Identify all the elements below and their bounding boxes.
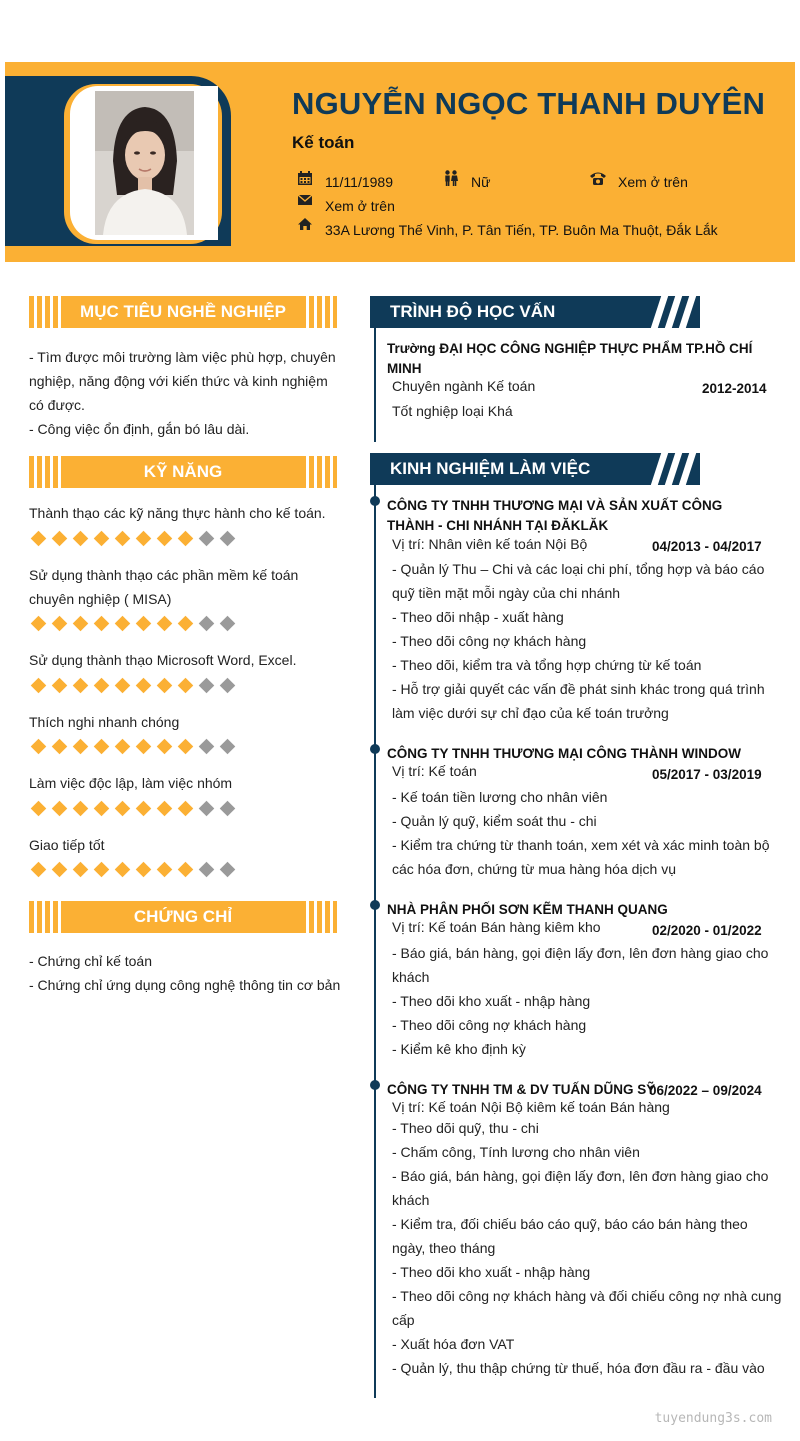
- education-heading: [370, 296, 700, 328]
- rating-diamond-filled: [94, 616, 110, 632]
- job-task: - Hỗ trợ giải quyết các vấn đề phát sinh khác trong quá trình làm việc dưới sự chỉ đạo của kế toán trưởng: [392, 681, 765, 721]
- certificates-list: [29, 949, 349, 997]
- job-task: - Theo dõi công nợ khách hàng và đối chiếu công nợ nhà cung cấp: [392, 1288, 782, 1328]
- rating-diamond-filled: [73, 801, 89, 817]
- education-heading-text: TRÌNH ĐỘ HỌC VẤN: [390, 302, 556, 321]
- rating-diamond-filled: [136, 739, 152, 755]
- job-position: Vị trí: Kế toán Nội Bộ kiêm kế toán Bán hàng: [392, 1099, 670, 1115]
- email-icon: [296, 193, 314, 209]
- rating-diamond-filled: [157, 801, 173, 817]
- rating-diamond-empty: [220, 801, 236, 817]
- rating-diamond-filled: [31, 531, 47, 547]
- rating-diamond-filled: [52, 678, 68, 694]
- experience-heading-text: KINH NGHIỆM LÀM VIỆC: [390, 459, 591, 478]
- rating-diamond-filled: [94, 801, 110, 817]
- skill-name: Giao tiếp tốt: [29, 837, 105, 853]
- rating-diamond-filled: [157, 616, 173, 632]
- job-task: - Theo dõi nhập - xuất hàng: [392, 609, 564, 625]
- rating-diamond-empty: [199, 801, 215, 817]
- objective-heading: [29, 296, 337, 328]
- job-task: - Quản lý quỹ, kiểm soát thu - chi: [392, 813, 597, 829]
- certificates-heading-text: CHỨNG CHỈ: [133, 907, 233, 926]
- job-task: - Quản lý Thu – Chi và các loại chi phí, tổng hợp và báo cáo quỹ tiền mặt mỗi ngày của chi nhánh: [392, 561, 765, 601]
- avatar: [95, 91, 194, 235]
- education-timeline: [374, 328, 376, 442]
- phone-icon: [589, 170, 607, 186]
- rating-diamond-filled: [115, 801, 131, 817]
- job-task: - Theo dõi kho xuất - nhập hàng: [392, 1264, 591, 1280]
- rating-diamond-empty: [199, 862, 215, 878]
- skill-name: Thích nghi nhanh chóng: [29, 714, 180, 730]
- education-result: Tốt nghiệp loại Khá: [392, 403, 513, 419]
- gender-value: Nữ: [471, 174, 491, 190]
- job-task: - Theo dõi công nợ khách hàng: [392, 633, 587, 649]
- watermark: tuyendung3s.com: [654, 1411, 772, 1426]
- objective-heading-text: MỤC TIÊU NGHỀ NGHIỆP: [80, 302, 286, 321]
- rating-diamond-filled: [94, 862, 110, 878]
- job-task: - Kiểm tra, đối chiếu báo cáo quỹ, báo cáo bán hàng theo ngày, theo tháng: [392, 1216, 748, 1256]
- rating-diamond-filled: [115, 862, 131, 878]
- rating-diamond-filled: [94, 678, 110, 694]
- rating-diamond-filled: [52, 616, 68, 632]
- experience-timeline: [374, 485, 376, 1398]
- school-name: Trường ĐẠI HỌC CÔNG NGHIỆP THỰC PHẨM TP.HỒ CHÍ MINH: [387, 341, 753, 376]
- skills-heading-text: KỸ NĂNG: [143, 462, 223, 481]
- skill-name: Làm việc độc lập, làm việc nhóm: [29, 775, 233, 791]
- rating-diamond-filled: [157, 862, 173, 878]
- job-position: Vị trí: Nhân viên kế toán Nội Bộ: [392, 536, 588, 552]
- heading-stripes-left: [29, 456, 65, 488]
- rating-diamond-empty: [199, 531, 215, 547]
- rating-diamond-filled: [52, 531, 68, 547]
- rating-diamond-filled: [52, 739, 68, 755]
- rating-diamond-filled: [115, 678, 131, 694]
- rating-diamond-filled: [178, 531, 194, 547]
- rating-diamond-filled: [157, 678, 173, 694]
- timeline-dot: [370, 900, 380, 910]
- rating-diamond-filled: [94, 739, 110, 755]
- home-icon: [296, 217, 314, 233]
- rating-diamond-filled: [73, 739, 89, 755]
- heading-stripes-right: [301, 456, 337, 488]
- job-task: - Theo dõi công nợ khách hàng: [392, 1017, 587, 1033]
- objective-line: - Công việc ổn định, gắn bó lâu dài.: [29, 421, 250, 437]
- skill-name: Sử dụng thành thạo Microsoft Word, Excel.: [29, 652, 297, 668]
- rating-diamond-filled: [73, 531, 89, 547]
- job-task: - Kiểm kê kho định kỳ: [392, 1041, 526, 1057]
- rating-diamond-filled: [31, 862, 47, 878]
- job-task: - Chấm công, Tính lương cho nhân viên: [392, 1144, 640, 1160]
- heading-stripes-left: [29, 901, 65, 933]
- job-task: - Theo dõi quỹ, thu - chi: [392, 1120, 539, 1136]
- rating-diamond-filled: [115, 739, 131, 755]
- job-task: - Theo dõi, kiểm tra và tổng hợp chứng từ kế toán: [392, 657, 702, 673]
- experience-heading: [370, 453, 700, 485]
- job-task: - Kế toán tiền lương cho nhân viên: [392, 789, 608, 805]
- rating-diamond-filled: [136, 616, 152, 632]
- calendar-icon: [296, 170, 314, 186]
- job-task: - Báo giá, bán hàng, gọi điện lấy đơn, lên đơn hàng giao cho khách: [392, 945, 769, 985]
- education-period: 2012-2014: [702, 381, 767, 396]
- rating-diamond-filled: [136, 862, 152, 878]
- job-company: NHÀ PHÂN PHỐI SƠN KẼM THANH QUANG: [387, 902, 668, 917]
- rating-diamond-filled: [31, 616, 47, 632]
- phone-value: Xem ở trên: [618, 174, 688, 190]
- rating-diamond-filled: [31, 739, 47, 755]
- rating-diamond-filled: [178, 801, 194, 817]
- skill-name: Sử dụng thành thạo các phần mềm kế toán chuyên nghiệp ( MISA): [29, 567, 299, 607]
- job-task: - Theo dõi kho xuất - nhập hàng: [392, 993, 591, 1009]
- rating-diamond-empty: [220, 531, 236, 547]
- rating-diamond-empty: [220, 678, 236, 694]
- rating-diamond-filled: [31, 678, 47, 694]
- job-task: - Quản lý, thu thập chứng từ thuế, hóa đơn đầu ra - đầu vào: [392, 1360, 765, 1376]
- rating-diamond-empty: [220, 739, 236, 755]
- heading-stripes-left: [29, 296, 65, 328]
- objective-text: [29, 345, 337, 441]
- rating-diamond-filled: [157, 739, 173, 755]
- job-title: Kế toán: [292, 133, 355, 152]
- skills-heading: [29, 456, 337, 488]
- job-position: Vị trí: Kế toán Bán hàng kiêm kho: [392, 919, 601, 935]
- job-period: 05/2017 - 03/2019: [652, 767, 762, 782]
- rating-diamond-filled: [178, 678, 194, 694]
- rating-diamond-filled: [94, 531, 110, 547]
- rating-diamond-filled: [157, 531, 173, 547]
- rating-diamond-filled: [73, 862, 89, 878]
- rating-diamond-filled: [136, 531, 152, 547]
- rating-diamond-filled: [73, 616, 89, 632]
- job-task: - Xuất hóa đơn VAT: [392, 1336, 515, 1352]
- rating-diamond-empty: [199, 616, 215, 632]
- gender-icon: [442, 170, 460, 186]
- job-task: - Kiểm tra chứng từ thanh toán, xem xét và xác minh toàn bộ các hóa đơn, chứng từ mua hàng hóa dịch vụ: [392, 837, 770, 877]
- timeline-dot: [370, 1080, 380, 1090]
- rating-diamond-filled: [115, 531, 131, 547]
- rating-diamond-filled: [31, 801, 47, 817]
- certificate-item: - Chứng chỉ ứng dụng công nghệ thông tin cơ bản: [29, 977, 341, 993]
- rating-diamond-filled: [178, 862, 194, 878]
- timeline-dot: [370, 496, 380, 506]
- rating-diamond-empty: [199, 678, 215, 694]
- rating-diamond-filled: [178, 739, 194, 755]
- certificates-heading: [29, 901, 337, 933]
- rating-diamond-empty: [199, 739, 215, 755]
- objective-line: có được.: [29, 397, 85, 413]
- job-company: CÔNG TY TNHH THƯƠNG MẠI CÔNG THÀNH WINDOW: [387, 746, 741, 761]
- heading-stripes-right: [301, 901, 337, 933]
- job-position: Vị trí: Kế toán: [392, 763, 477, 779]
- rating-diamond-filled: [136, 678, 152, 694]
- rating-diamond-empty: [220, 616, 236, 632]
- objective-line: nghiệp, năng động với kiến thức và kinh nghiệm: [29, 373, 328, 389]
- rating-diamond-filled: [73, 678, 89, 694]
- rating-diamond-empty: [220, 862, 236, 878]
- rating-diamond-filled: [178, 616, 194, 632]
- rating-diamond-filled: [115, 616, 131, 632]
- rating-diamond-filled: [52, 801, 68, 817]
- job-period: 02/2020 - 01/2022: [652, 923, 762, 938]
- education-major: Chuyên ngành Kế toán: [392, 378, 536, 394]
- job-company: CÔNG TY TNHH TM & DV TUẤN DŨNG SỸ: [387, 1082, 656, 1097]
- job-company: CÔNG TY TNHH THƯƠNG MẠI VÀ SẢN XUẤT CÔNG THÀNH - CHI NHÁNH TẠI ĐĂKLĂK: [387, 498, 723, 533]
- rating-diamond-filled: [52, 862, 68, 878]
- job-period: 06/2022 – 09/2024: [649, 1083, 762, 1098]
- heading-stripes-right: [301, 296, 337, 328]
- rating-diamond-filled: [136, 801, 152, 817]
- candidate-name: NGUYỄN NGỌC THANH DUYÊN: [292, 86, 766, 121]
- job-task: - Báo giá, bán hàng, gọi điện lấy đơn, lên đơn hàng giao cho khách: [392, 1168, 769, 1208]
- skill-name: Thành thạo các kỹ năng thực hành cho kế toán.: [29, 505, 326, 521]
- email-value: Xem ở trên: [325, 198, 395, 214]
- certificate-item: - Chứng chỉ kế toán: [29, 953, 152, 969]
- address-value: 33A Lương Thế Vinh, P. Tân Tiến, TP. Buôn Ma Thuột, Đắk Lắk: [325, 222, 718, 238]
- timeline-dot: [370, 744, 380, 754]
- objective-line: - Tìm được môi trường làm việc phù hợp, chuyên: [29, 349, 336, 365]
- dob-value: 11/11/1989: [325, 174, 393, 190]
- job-period: 04/2013 - 04/2017: [652, 539, 762, 554]
